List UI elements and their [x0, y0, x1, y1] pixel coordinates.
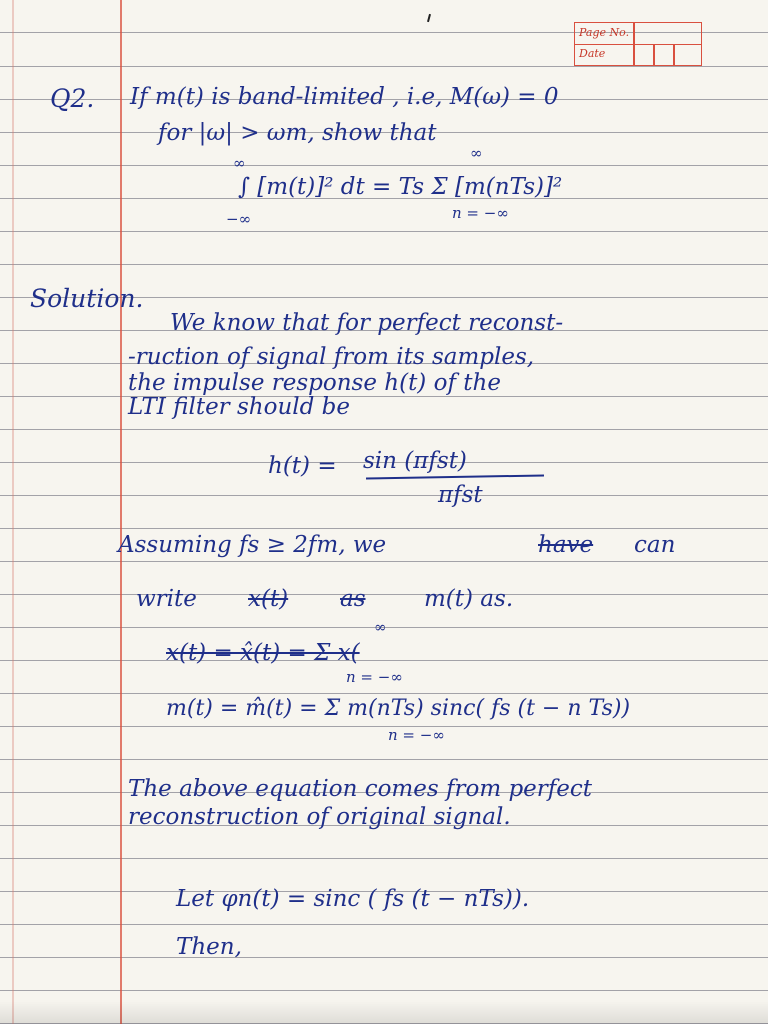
page-edge-line — [12, 0, 14, 1024]
sum-upper-limit: ∞ — [470, 144, 483, 162]
struck-equation: x(t) = x̂(t) = Σ x( — [166, 640, 360, 666]
date-row — [575, 44, 701, 65]
let-phi-definition: Let φn(t) = sinc ( fs (t − nTs)). — [176, 886, 530, 912]
date-label: Date — [579, 47, 606, 60]
impulse-response-lhs: h(t) = — [268, 453, 337, 479]
then-line: Then, — [176, 934, 242, 960]
question-number: Q2. — [50, 84, 95, 113]
note-line-2: reconstruction of original signal. — [128, 804, 511, 830]
margin-line — [120, 0, 122, 1024]
question-line-1: If m(t) is band-limited , i.e, M(ω) = 0 — [130, 84, 559, 110]
question-equation: ∫ [m(t)]² dt = Ts Σ [m(nTs)]² — [238, 174, 563, 200]
page-no-row — [575, 23, 701, 45]
question-line-2: for |ω| > ωm, show that — [158, 120, 437, 146]
integral-upper-limit: ∞ — [233, 154, 246, 172]
assume-line-2a: write — [136, 586, 197, 612]
struck-sum-lower: n = −∞ — [346, 668, 403, 686]
assume-line-1a: Assuming fs ≥ 2fm, we — [118, 532, 387, 558]
impulse-response-denominator: πfst — [438, 482, 483, 508]
solution-line-2: -ruction of signal from its samples, — [128, 344, 535, 370]
page-date-box — [574, 22, 702, 66]
assume-struck-as: as — [340, 586, 366, 612]
solution-line-1: We know that for perfect reconst- — [170, 310, 564, 336]
solution-line-4: LTI filter should be — [128, 394, 350, 420]
impulse-response-numerator: sin (πfst) — [363, 448, 467, 474]
assume-line-2b: m(t) as. — [424, 586, 514, 612]
struck-sum-upper: ∞ — [374, 618, 387, 636]
assume-line-1b: can — [634, 532, 676, 558]
solution-line-3: the impulse response h(t) of the — [128, 370, 501, 396]
note-line-1: The above equation comes from perfect — [128, 776, 593, 802]
pen-mark — [427, 14, 431, 22]
fraction-bar — [366, 474, 544, 479]
reconstruction-equation: m(t) = m̂(t) = Σ m(nTs) sinc( fs (t − n Ts)) — [166, 696, 631, 721]
page-no-label: Page No. — [579, 26, 630, 39]
assume-struck-xt: x(t) — [248, 586, 289, 612]
page-shadow — [0, 1000, 768, 1024]
reconstruction-sum-lower: n = −∞ — [388, 726, 445, 744]
sum-lower-limit: n = −∞ — [452, 204, 509, 222]
solution-heading: Solution. — [30, 284, 144, 313]
assume-struck-word: have — [538, 532, 594, 558]
integral-lower-limit: −∞ — [226, 210, 252, 228]
